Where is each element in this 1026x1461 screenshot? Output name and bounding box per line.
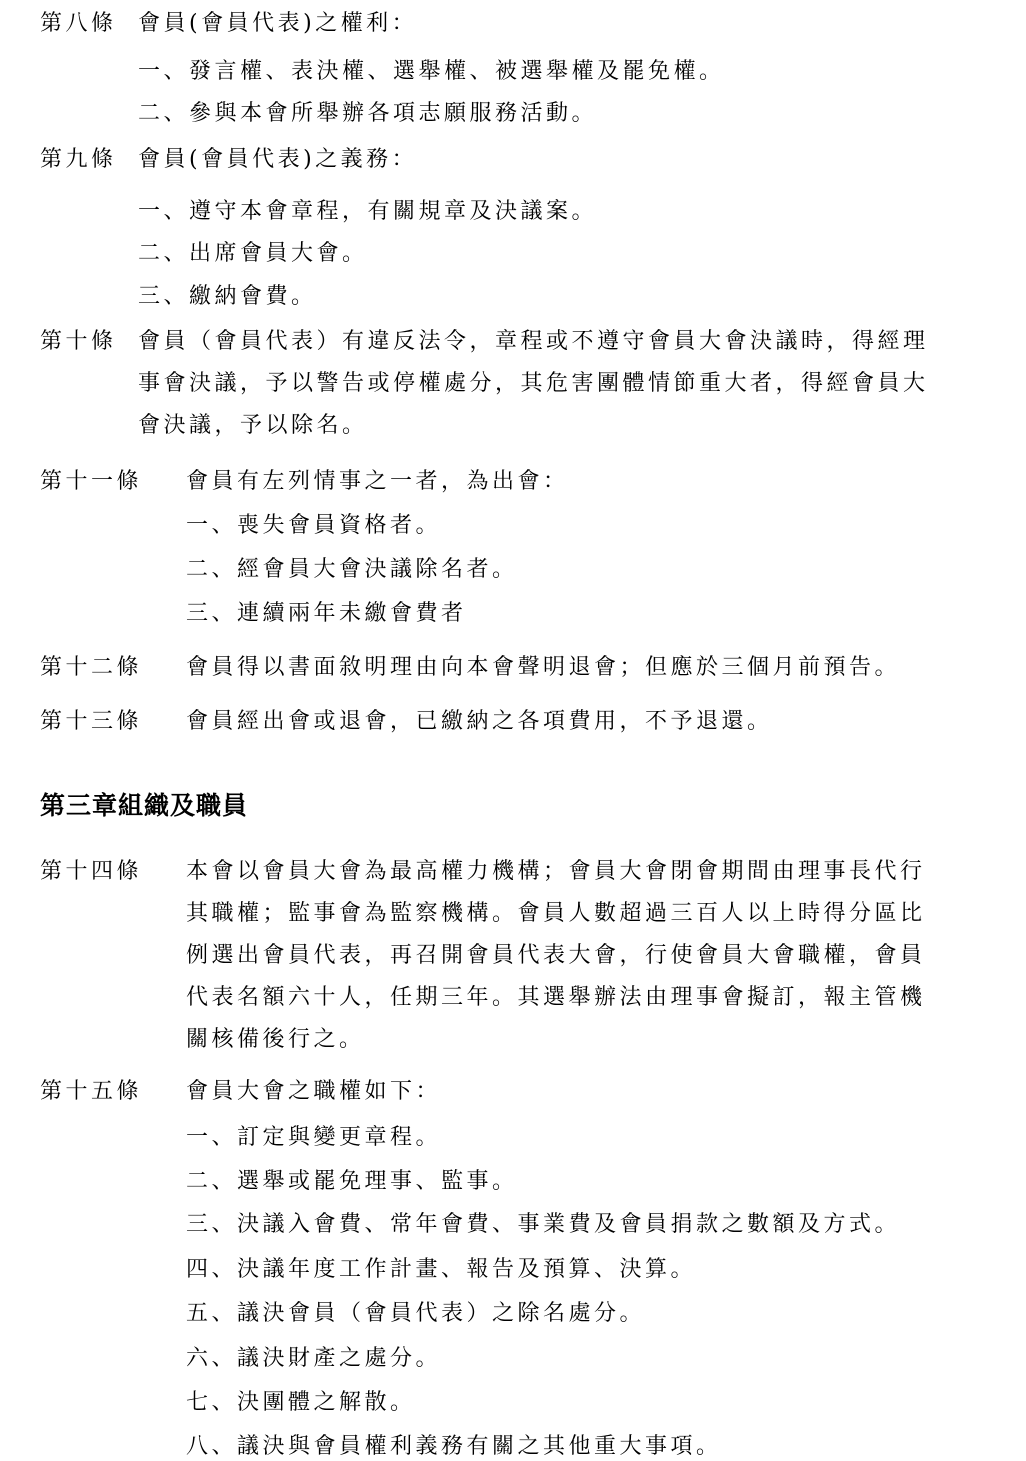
article-text-line: 會員（會員代表）有違反法令，章程或不遵守會員大會決議時，得經理: [138, 329, 929, 354]
list-item-text: 一、遵守本會章程，有關規章及決議案。: [138, 199, 598, 224]
article-label: 第九條: [40, 147, 117, 172]
article-text: 會決議，予以除名。: [138, 413, 368, 438]
list-item-text: 二、出席會員大會。: [138, 241, 368, 266]
article-label: 第十二條: [40, 655, 143, 680]
list-item-text: 三、連續兩年未繳會費者: [186, 601, 467, 626]
article-label: 第十一條: [40, 469, 143, 494]
article-label: 第十三條: [40, 709, 143, 734]
list-item-text: 一、發言權、表決權、選舉權、被選舉權及罷免權。: [138, 59, 725, 84]
article-label: 第八條: [40, 11, 117, 36]
list-item-text: 五、議決會員（會員代表）之除名處分。: [186, 1301, 646, 1326]
article-text: 事會決議，予以警告或停權處分，其危害團體情節重大者，得經會員大: [138, 371, 929, 396]
article-label: 第十四條: [40, 859, 143, 884]
article-title: 會員有左列情事之一者，為出會：: [186, 469, 569, 494]
article-text: 代表名額六十人，任期三年。其選舉辦法由理事會擬訂，報主管機: [186, 985, 926, 1010]
article-title: 會員大會之職權如下：: [186, 1079, 442, 1104]
list-item-text: 二、經會員大會決議除名者。: [186, 557, 518, 582]
article-text: 會員經出會或退會，已繳納之各項費用，不予退還。: [186, 709, 773, 734]
list-item-text: 二、選舉或罷免理事、監事。: [186, 1169, 518, 1194]
list-item-text: 一、訂定與變更章程。: [186, 1125, 442, 1150]
article-text-line: 本會以會員大會為最高權力機構；會員大會閉會期間由理事長代行: [186, 859, 926, 884]
list-item-text: 一、喪失會員資格者。: [186, 513, 442, 538]
article-text: 會員得以書面敘明理由向本會聲明退會；但應於三個月前預告。: [186, 655, 901, 680]
list-item-text: 四、決議年度工作計畫、報告及預算、決算。: [186, 1257, 697, 1282]
article-label: 第十條: [40, 329, 117, 354]
list-item-text: 三、繳納會費。: [138, 284, 317, 309]
article-label: 第十五條: [40, 1079, 143, 1104]
article-text: 關核備後行之。: [186, 1027, 365, 1052]
list-item-text: 八、議決與會員權利義務有關之其他重大事項。: [186, 1434, 722, 1459]
list-item-text: 二、參與本會所舉辦各項志願服務活動。: [138, 101, 598, 126]
list-item-text: 三、決議入會費、常年會費、事業費及會員捐款之數額及方式。: [186, 1212, 901, 1237]
list-item-text: 六、議決財產之處分。: [186, 1346, 442, 1371]
article-title: 會員(會員代表)之權利：: [138, 11, 418, 36]
list-item-text: 七、決團體之解散。: [186, 1390, 416, 1415]
article-text: 其職權；監事會為監察機構。會員人數超過三百人以上時得分區比: [186, 901, 926, 926]
article-text: 例選出會員代表，再召開會員代表大會，行使會員大會職權，會員: [186, 943, 926, 968]
chapter-heading: 第三章組織及職員: [40, 791, 249, 820]
article-title: 會員(會員代表)之義務：: [138, 147, 418, 172]
